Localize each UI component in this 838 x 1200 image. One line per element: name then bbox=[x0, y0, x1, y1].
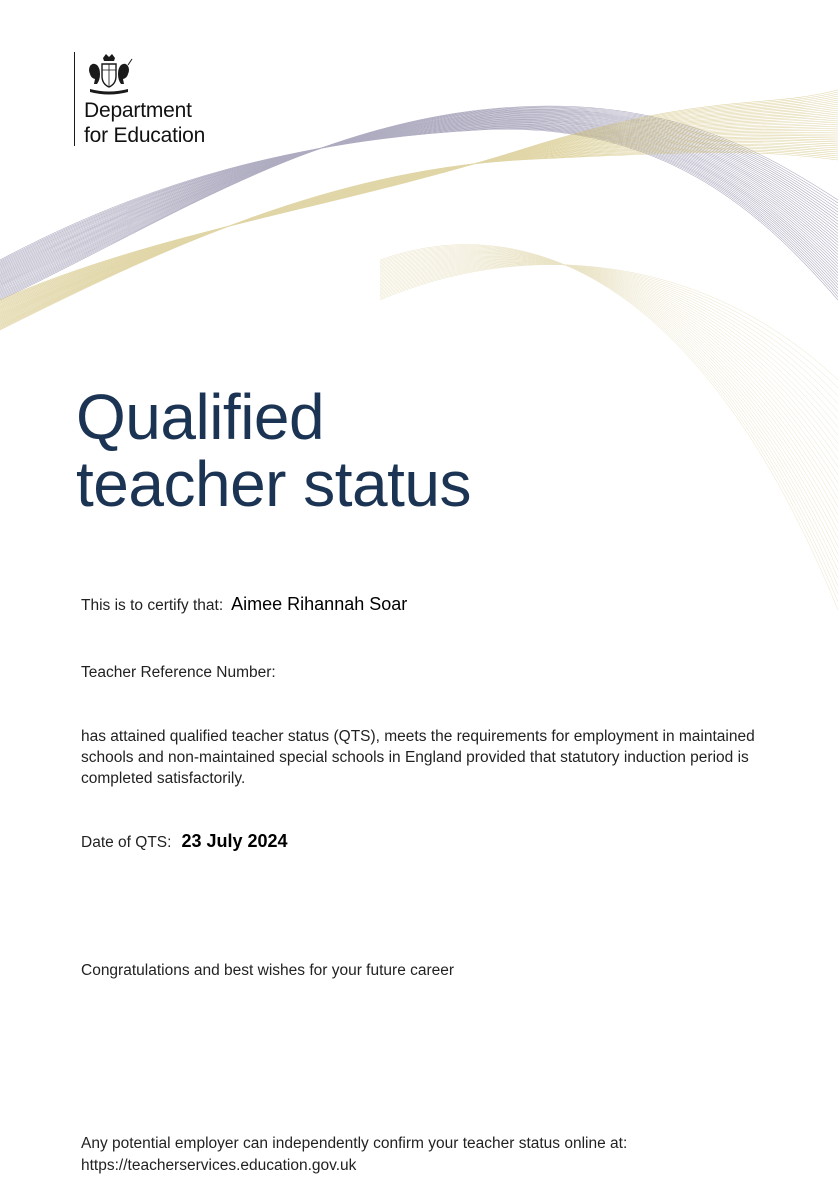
qts-date-label: Date of QTS: bbox=[81, 834, 172, 851]
department-name bbox=[84, 98, 205, 148]
department-line-1: Department bbox=[84, 99, 192, 122]
qts-statement: has attained qualified teacher status (QTS), meets the requirements for employment in maintained schools and non-maintained special schools in England provided that statutory induction period is completed satisfactorily. bbox=[81, 728, 755, 787]
congratulations-text: Congratulations and best wishes for your future career bbox=[81, 962, 455, 979]
wave-line bbox=[0, 144, 838, 325]
reference-row bbox=[81, 661, 284, 682]
wave-line bbox=[0, 132, 838, 318]
reference-label: Teacher Reference Number: bbox=[81, 664, 276, 681]
wave-line bbox=[0, 143, 838, 324]
verification-footer bbox=[81, 1133, 801, 1177]
verification-url: https://teacherservices.education.gov.uk bbox=[81, 1157, 357, 1174]
certificate-title bbox=[76, 381, 471, 520]
certify-label: This is to certify that: bbox=[81, 597, 224, 614]
qts-date-value: 23 July 2024 bbox=[181, 831, 288, 851]
qts-date-row bbox=[81, 831, 288, 852]
wave-line bbox=[0, 141, 838, 323]
title-line-2: teacher status bbox=[76, 448, 471, 520]
royal-coat-of-arms-icon bbox=[82, 52, 136, 96]
certify-row bbox=[81, 594, 407, 615]
certificate-holder-name: Aimee Rihannah Soar bbox=[231, 594, 408, 614]
footer-text: Any potential employer can independently confirm your teacher status online at: bbox=[81, 1135, 628, 1152]
header-divider bbox=[74, 52, 75, 146]
department-line-2: for Education bbox=[84, 124, 206, 147]
title-line-1: Qualified bbox=[76, 381, 325, 453]
